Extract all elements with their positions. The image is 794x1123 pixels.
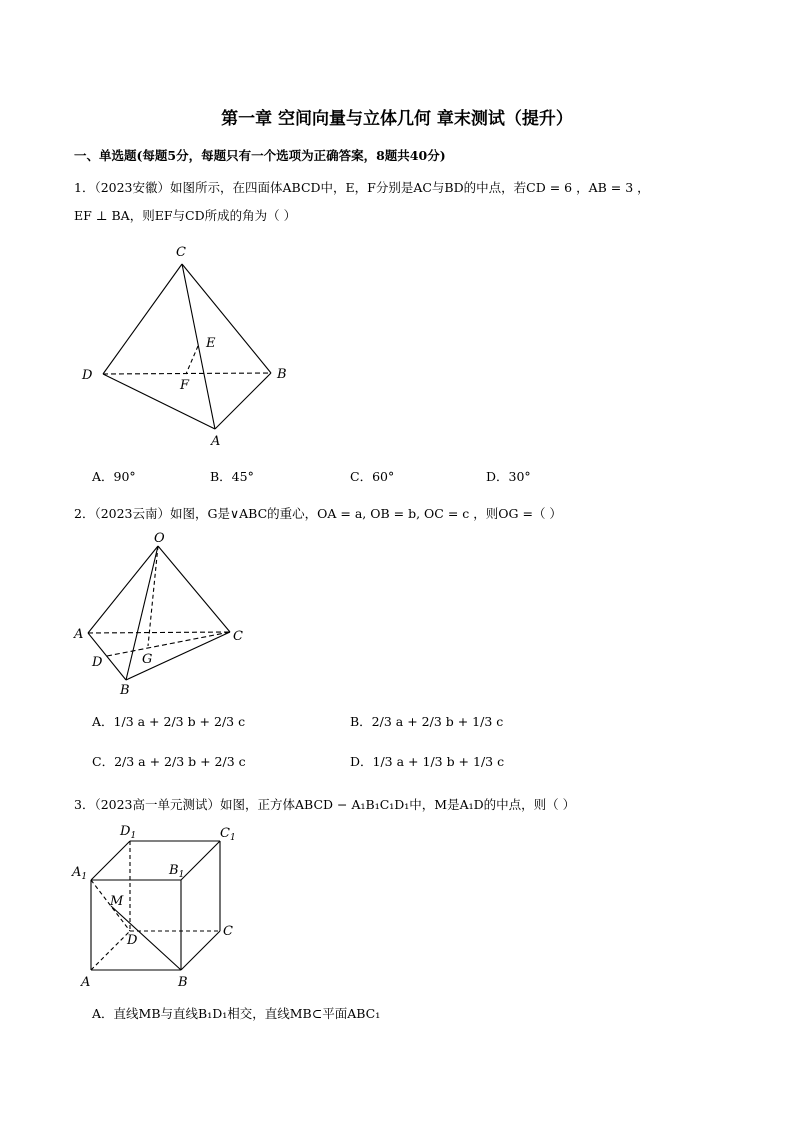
- q1-tetrahedron-figure: [70, 236, 310, 451]
- q2-label-a: A: [74, 627, 84, 642]
- q3-label-b: B: [178, 975, 188, 990]
- q2-label-d: D: [92, 655, 103, 670]
- q3-stem: 3．（2023高一单元测试）如图，正方体ABCD − A₁B₁C₁D₁中，M是A₁D的中点，则（ ）: [74, 797, 576, 812]
- q3-label-a: A: [81, 975, 91, 990]
- q1-option-c[interactable]: C．60°: [350, 469, 395, 484]
- q2-label-g: G: [142, 652, 153, 667]
- q3-cube-figure: [68, 820, 248, 992]
- section-heading: 一、单选题(每题5分，每题只有一个选项为正确答案，8题共40分): [74, 148, 446, 163]
- q1-stem-line2: EF ⊥ BA，则EF与CD所成的角为（ ）: [74, 208, 297, 223]
- q3-option-a[interactable]: A．直线MB与直线B₁D₁相交，直线MB⊂平面ABC₁: [92, 1006, 381, 1021]
- q3-label-c: C: [223, 924, 233, 939]
- q3-label-b1: $B_1$: [169, 863, 185, 880]
- q2-option-d[interactable]: D．1/3 a + 1/3 b + 1/3 c: [350, 754, 505, 769]
- q1-label-c: C: [176, 245, 186, 260]
- q2-tetrahedron-figure: [70, 528, 260, 700]
- q1-option-a[interactable]: A．90°: [92, 469, 136, 484]
- q3-label-d1: $D_1$: [120, 824, 137, 841]
- q3-label-a1: $A_1$: [72, 865, 88, 882]
- q2-label-c: C: [233, 629, 243, 644]
- q1-label-a: A: [211, 434, 221, 449]
- q1-stem-line1: 1．（2023安徽）如图所示，在四面体ABCD中，E，F分别是AC与BD的中点，若CD = 6 ，AB = 3 ，: [74, 180, 650, 195]
- q2-stem: 2．（2023云南）如图，G是∨ABC的重心，OA = a, OB = b, OC = c ，则OG =（ ）: [74, 506, 562, 521]
- page-title: 第一章 空间向量与立体几何 章末测试（提升）: [221, 109, 573, 129]
- q3-label-d: D: [127, 933, 138, 948]
- q3-label-c1: $C_1$: [220, 826, 236, 843]
- q1-option-d[interactable]: D．30°: [486, 469, 531, 484]
- q1-label-b: B: [277, 367, 287, 382]
- q1-label-d: D: [82, 368, 93, 383]
- q1-label-f: F: [180, 378, 190, 393]
- q2-label-o: O: [154, 531, 165, 546]
- q2-label-b: B: [120, 683, 130, 698]
- q2-option-b[interactable]: B．2/3 a + 2/3 b + 1/3 c: [350, 714, 504, 729]
- q2-option-c[interactable]: C．2/3 a + 2/3 b + 2/3 c: [92, 754, 246, 769]
- q2-option-a[interactable]: A．1/3 a + 2/3 b + 2/3 c: [92, 714, 246, 729]
- q1-label-e: E: [206, 336, 216, 351]
- q3-label-m: M: [110, 894, 124, 909]
- q1-option-b[interactable]: B．45°: [210, 469, 254, 484]
